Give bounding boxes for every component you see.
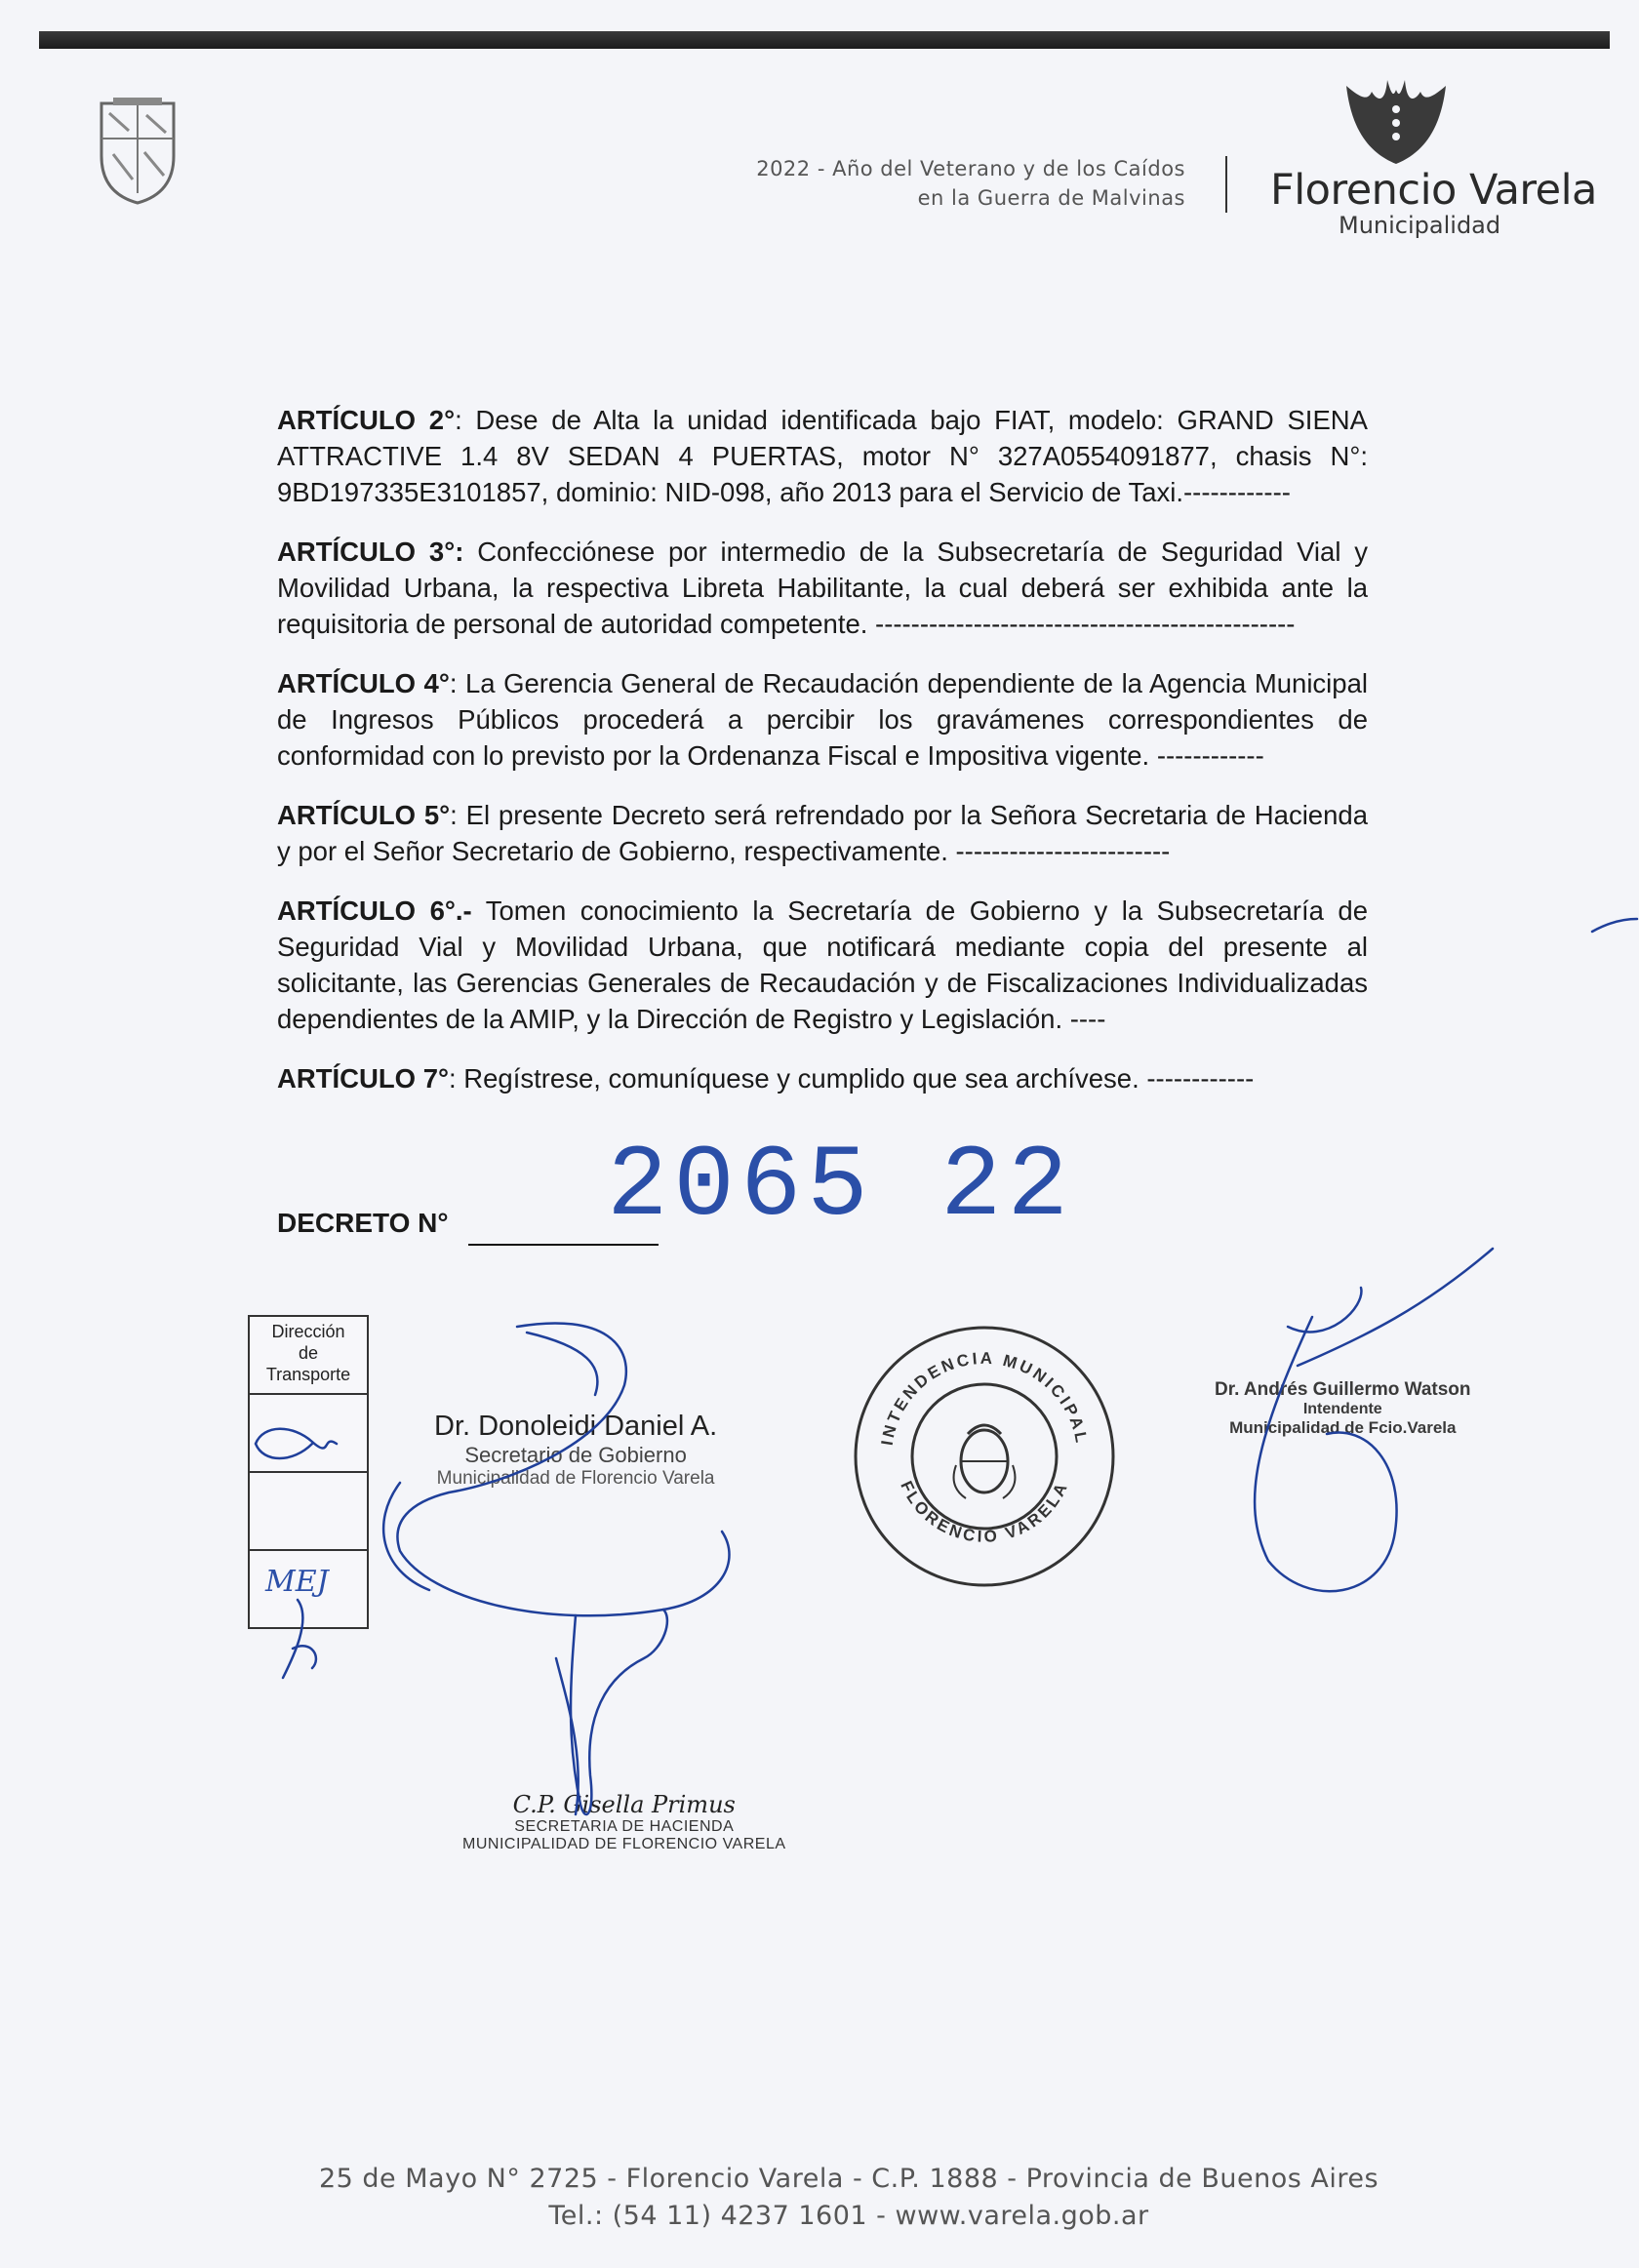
articles-body <box>277 402 1368 1120</box>
svg-text:FLORENCIO VARELA <box>897 1478 1072 1546</box>
article-text: Tomen conocimiento la Secretaría de Gobierno y la Subsecretaría de Seguridad Vial y Movilidad Urbana, que notificará mediante copia del presente al solicitante, las Gerencias Generales de Recaudación y de Fiscalizaciones Individualizadas dependientes de la AMIP, y la Dirección de Registro y Legislación. ---- <box>277 895 1368 1034</box>
article-label: ARTÍCULO 6°.- <box>277 895 472 926</box>
article-separator: : <box>449 1063 457 1094</box>
article-text: Dese de Alta la unidad identificada bajo FIAT, modelo: GRAND SIENA ATTRACTIVE 1.4 8V SEDAN 4 PUERTAS, motor N° 327A0554091877, chasis N°: 9BD197335E3101857, dominio: NID-098, año 2013 para el Servicio de Taxi.------------ <box>277 405 1368 507</box>
decreto-number-stamp: 2065 22 <box>607 1130 1074 1245</box>
article-label: ARTÍCULO 4° <box>277 668 450 698</box>
motto-line-1: 2022 - Año del Veterano y de los Caídos <box>756 157 1185 180</box>
header-motto <box>756 154 1185 213</box>
signatory-role: Secretario de Gobierno <box>464 1443 687 1467</box>
article-text: La Gerencia General de Recaudación dependiente de la Agencia Municipal de Ingresos Públicos procederá a percibir los gravámenes correspondientes de conformidad con lo previsto por la Ordenanza Fiscal e Impositiva vigente. ------------ <box>277 668 1368 771</box>
direccion-label-line: de <box>298 1343 319 1363</box>
signature-secretario-gobierno <box>434 1411 717 1490</box>
article-text: Regístrese, comuníquese y cumplido que sea archívese. ------------ <box>456 1063 1255 1094</box>
article-text: El presente Decreto será refrendado por la Señora Secretaria de Hacienda y por el Señor Secretario de Gobierno, respectivamente. ------------------------ <box>277 800 1368 866</box>
article-3 <box>277 534 1368 642</box>
scan-top-border <box>39 31 1610 49</box>
national-shield-icon <box>954 1425 1016 1498</box>
direccion-label-line: Dirección <box>271 1322 345 1341</box>
signatory-role: SECRETARIA DE HACIENDA <box>514 1818 735 1835</box>
signatory-org: Municipalidad de Florencio Varela <box>436 1468 715 1489</box>
article-label: ARTÍCULO 7° <box>277 1063 449 1094</box>
header-divider <box>1225 156 1227 213</box>
signatory-org: MUNICIPALIDAD DE FLORENCIO VARELA <box>462 1836 786 1852</box>
signatory-name: Dr. Andrés Guillermo Watson <box>1215 1379 1471 1400</box>
article-7 <box>277 1060 1368 1096</box>
brand-name: Florencio Varela <box>1270 166 1597 215</box>
article-label: ARTÍCULO 5° <box>277 800 451 830</box>
brand-subtitle: Municipalidad <box>1339 212 1501 239</box>
article-2 <box>277 402 1368 510</box>
signatory-org: Municipalidad de Fcio.Varela <box>1229 1418 1457 1437</box>
article-separator: : <box>455 405 462 435</box>
direccion-label-cell <box>250 1317 367 1395</box>
direccion-initials-cell <box>250 1551 367 1627</box>
article-4 <box>277 665 1368 774</box>
coat-of-arms-icon <box>96 96 180 205</box>
motto-line-2: en la Guerra de Malvinas <box>917 186 1185 210</box>
footer-address: 25 de Mayo N° 2725 - Florencio Varela - C.P. 1888 - Provincia de Buenos Aires <box>318 2164 1379 2194</box>
article-label: ARTÍCULO 2° <box>277 405 456 435</box>
signatory-name: Dr. Donoleidi Daniel A. <box>434 1411 718 1442</box>
article-label: ARTÍCULO 3°: <box>277 537 464 567</box>
article-separator: : <box>449 668 458 698</box>
official-seal-stamp <box>847 1319 1122 1594</box>
direccion-label-line: Transporte <box>265 1365 351 1384</box>
signatory-name: C.P. Gisella Primus <box>512 1791 736 1818</box>
direccion-transporte-box <box>248 1315 369 1629</box>
signatory-role: Intendente <box>1302 1401 1382 1417</box>
decreto-label: DECRETO N° <box>277 1208 449 1238</box>
direccion-initials: MEJ <box>265 1565 329 1599</box>
article-text: Confecciónese por intermedio de la Subsecretaría de Seguridad Vial y Movilidad Urbana, la respectiva Libreta Habilitante, la cual deberá ser exhibida ante la requisitoria de personal de autoridad competente. ----------------------------------------------- <box>277 537 1369 639</box>
direccion-empty-cell <box>250 1473 367 1551</box>
seal-top-text: INTENDENCIA MUNICIPAL <box>877 1348 1092 1447</box>
article-5 <box>277 797 1368 869</box>
direccion-sign-cell <box>250 1395 367 1473</box>
svg-text:INTENDENCIA MUNICIPAL <box>878 1349 1092 1447</box>
article-separator: : <box>450 800 458 830</box>
signature-intendente <box>1215 1379 1471 1438</box>
signature-secretaria-hacienda <box>462 1791 786 1853</box>
footer-contact: Tel.: (54 11) 4237 1601 - www.varela.gob.ar <box>548 2201 1149 2231</box>
seal-bottom-text: FLORENCIO VARELA <box>897 1478 1072 1547</box>
florencio-varela-logo-icon <box>1342 72 1450 166</box>
article-6 <box>277 893 1368 1037</box>
